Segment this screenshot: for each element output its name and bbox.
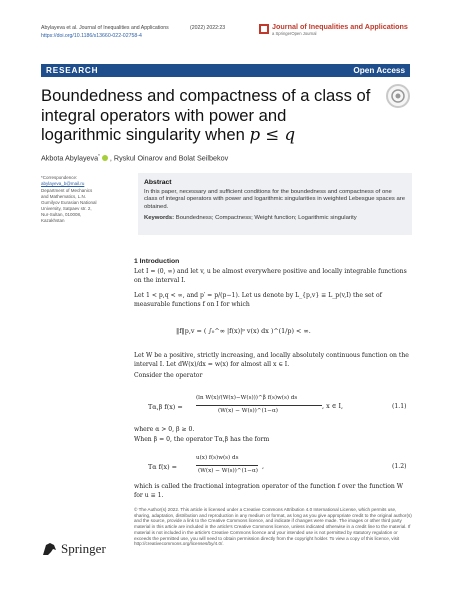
correspondence-sidebar xyxy=(41,175,101,224)
paragraph-4: Consider the operator xyxy=(134,372,203,379)
title-line-1: Boundedness and compactness of a class of xyxy=(41,86,371,105)
author-1-sup: * xyxy=(98,153,100,158)
keywords-label: Keywords: xyxy=(144,215,175,222)
paragraph-3: Let W be a positive, strictly increasing, and locally absolutely continuous function on the interval I. Let dW(x)/dx = w(x) for almost all x ∈ I. xyxy=(134,352,409,368)
eq-1-2-number: (1.2) xyxy=(392,463,407,470)
article-type-banner xyxy=(41,64,410,77)
author-list xyxy=(41,153,228,162)
correspondence-email[interactable]: abylayeva_b@mail.ru xyxy=(41,181,85,186)
doi-link[interactable]: https://doi.org/10.1186/s13660-022-02758-4 xyxy=(41,33,142,39)
orcid-icon[interactable] xyxy=(102,155,108,161)
eq-1-1-numerator: (ln W(x)/(W(x)−W(s)))^β f(s)w(s) ds xyxy=(196,395,298,401)
article-title xyxy=(41,86,381,145)
license-footer: © The Author(s) 2022. This article is licensed under a Creative Commons Attribution 4.0 International License, which permits use, sharing, adaptation, distribution and reproduction in any medium or format, as long as you give appropriate credit to the original author(s) and the source, provide a link to the Creative Commons licence, and indicate if changes were made. The images or other third party material in this article are included in the article's Creative Commons licence, unless indicated otherwise in a credit line to the material. If material is not included in the article's Creative Commons licence and your intended use is not permitted by statutory regulation or exceeds the permitted use, you will need to obtain permission directly from the copyright holder. To view a copy of this licence, visit http://creativecommons.org/licenses/by/4.0/. xyxy=(134,507,412,547)
abstract-box xyxy=(138,173,412,235)
title-line-3: logarithmic singularity when p ≤ q xyxy=(41,125,296,144)
springer-wordmark: Springer xyxy=(61,541,106,556)
section-heading: 1 Introduction xyxy=(134,258,180,265)
eq-1-2-tail: , xyxy=(262,462,265,470)
norm-equation: ‖f‖p,v = ( ∫₀^∞ |f(x)|ᵖ v(x) dx )^(1/p) < ∞. xyxy=(176,327,311,335)
eq-1-1-denominator: (W(x) − W(s))^(1−α) xyxy=(218,408,278,414)
eq-1-1-fraction-bar xyxy=(196,405,322,406)
keywords xyxy=(144,215,406,222)
journal-logo-icon xyxy=(258,23,270,35)
paragraph-6: When β = 0, the operator Tα,β has the form xyxy=(134,436,270,443)
paragraph-5: where α > 0, β ≥ 0. xyxy=(134,426,195,433)
title-math: p ≤ q xyxy=(249,125,296,144)
springer-horse-icon xyxy=(41,541,59,557)
springer-logo[interactable] xyxy=(41,541,106,562)
paragraph-7: which is called the fractional integration operator of the function f over the function W for u ≡ 1. xyxy=(134,483,404,499)
eq-1-1-tail: , x ∈ I, xyxy=(322,402,344,410)
correspondence-label: *Correspondence: xyxy=(41,175,78,180)
eq-1-2-lhs: Tα f(x) = xyxy=(148,463,177,471)
citation-line: Abylayeva et al. Journal of Inequalities and Applications xyxy=(41,25,169,31)
keywords-text: Boundedness; Compactness; Weight function; Logarithmic singularity xyxy=(175,215,357,222)
open-access-label: Open Access xyxy=(353,66,405,75)
citation-year: (2022) 2022:23 xyxy=(190,25,226,31)
eq-1-2-denominator: (W(x) − W(s))^(1−α) xyxy=(198,468,258,474)
abstract-heading: Abstract xyxy=(144,179,172,186)
eq-1-2-fraction-bar xyxy=(196,465,258,466)
journal-subtitle: a SpringerOpen Journal xyxy=(272,31,317,36)
author-3[interactable]: and Bolat Seilbekov xyxy=(162,153,229,163)
title-line-2: integral operators with power and xyxy=(41,105,287,125)
eq-1-1-number: (1.1) xyxy=(392,403,407,410)
paragraph-2: Let 1 < p,q < ∞, and p′ = p/(p−1). Let us denote by L_{p,v} ≡ L_p(v,I) the set of measurable functions f on I for which xyxy=(134,292,382,308)
research-label: RESEARCH xyxy=(46,66,99,75)
eq-1-2-numerator: u(x) f(s)w(s) ds xyxy=(196,455,239,461)
journal-title: Journal of Inequalities and Applications xyxy=(272,22,408,31)
author-1[interactable]: Akbota Abylayeva xyxy=(41,153,99,163)
paragraph-1: Let I = (0, ∞) and let v, u be almost everywhere positive and locally integrable functions on the interval I. xyxy=(134,268,407,284)
author-2[interactable]: , Ryskul Oinarov xyxy=(109,153,163,163)
check-for-updates-icon[interactable] xyxy=(386,84,410,108)
affiliation: Department of Mechanics and Mathematics, L.N. Gumilyov Eurasian National University, Satpaev str. 2, Nur-Sultan, 010008, Kazakhstan xyxy=(41,188,97,223)
eq-1-1-lhs: Tα,β f(x) = xyxy=(148,403,183,411)
abstract-text: In this paper, necessary and sufficient conditions for the boundedness and compactness of one class of integral operators with power and logarithmic singularities in weighted Lebesgue spaces are obtained. xyxy=(144,189,405,210)
